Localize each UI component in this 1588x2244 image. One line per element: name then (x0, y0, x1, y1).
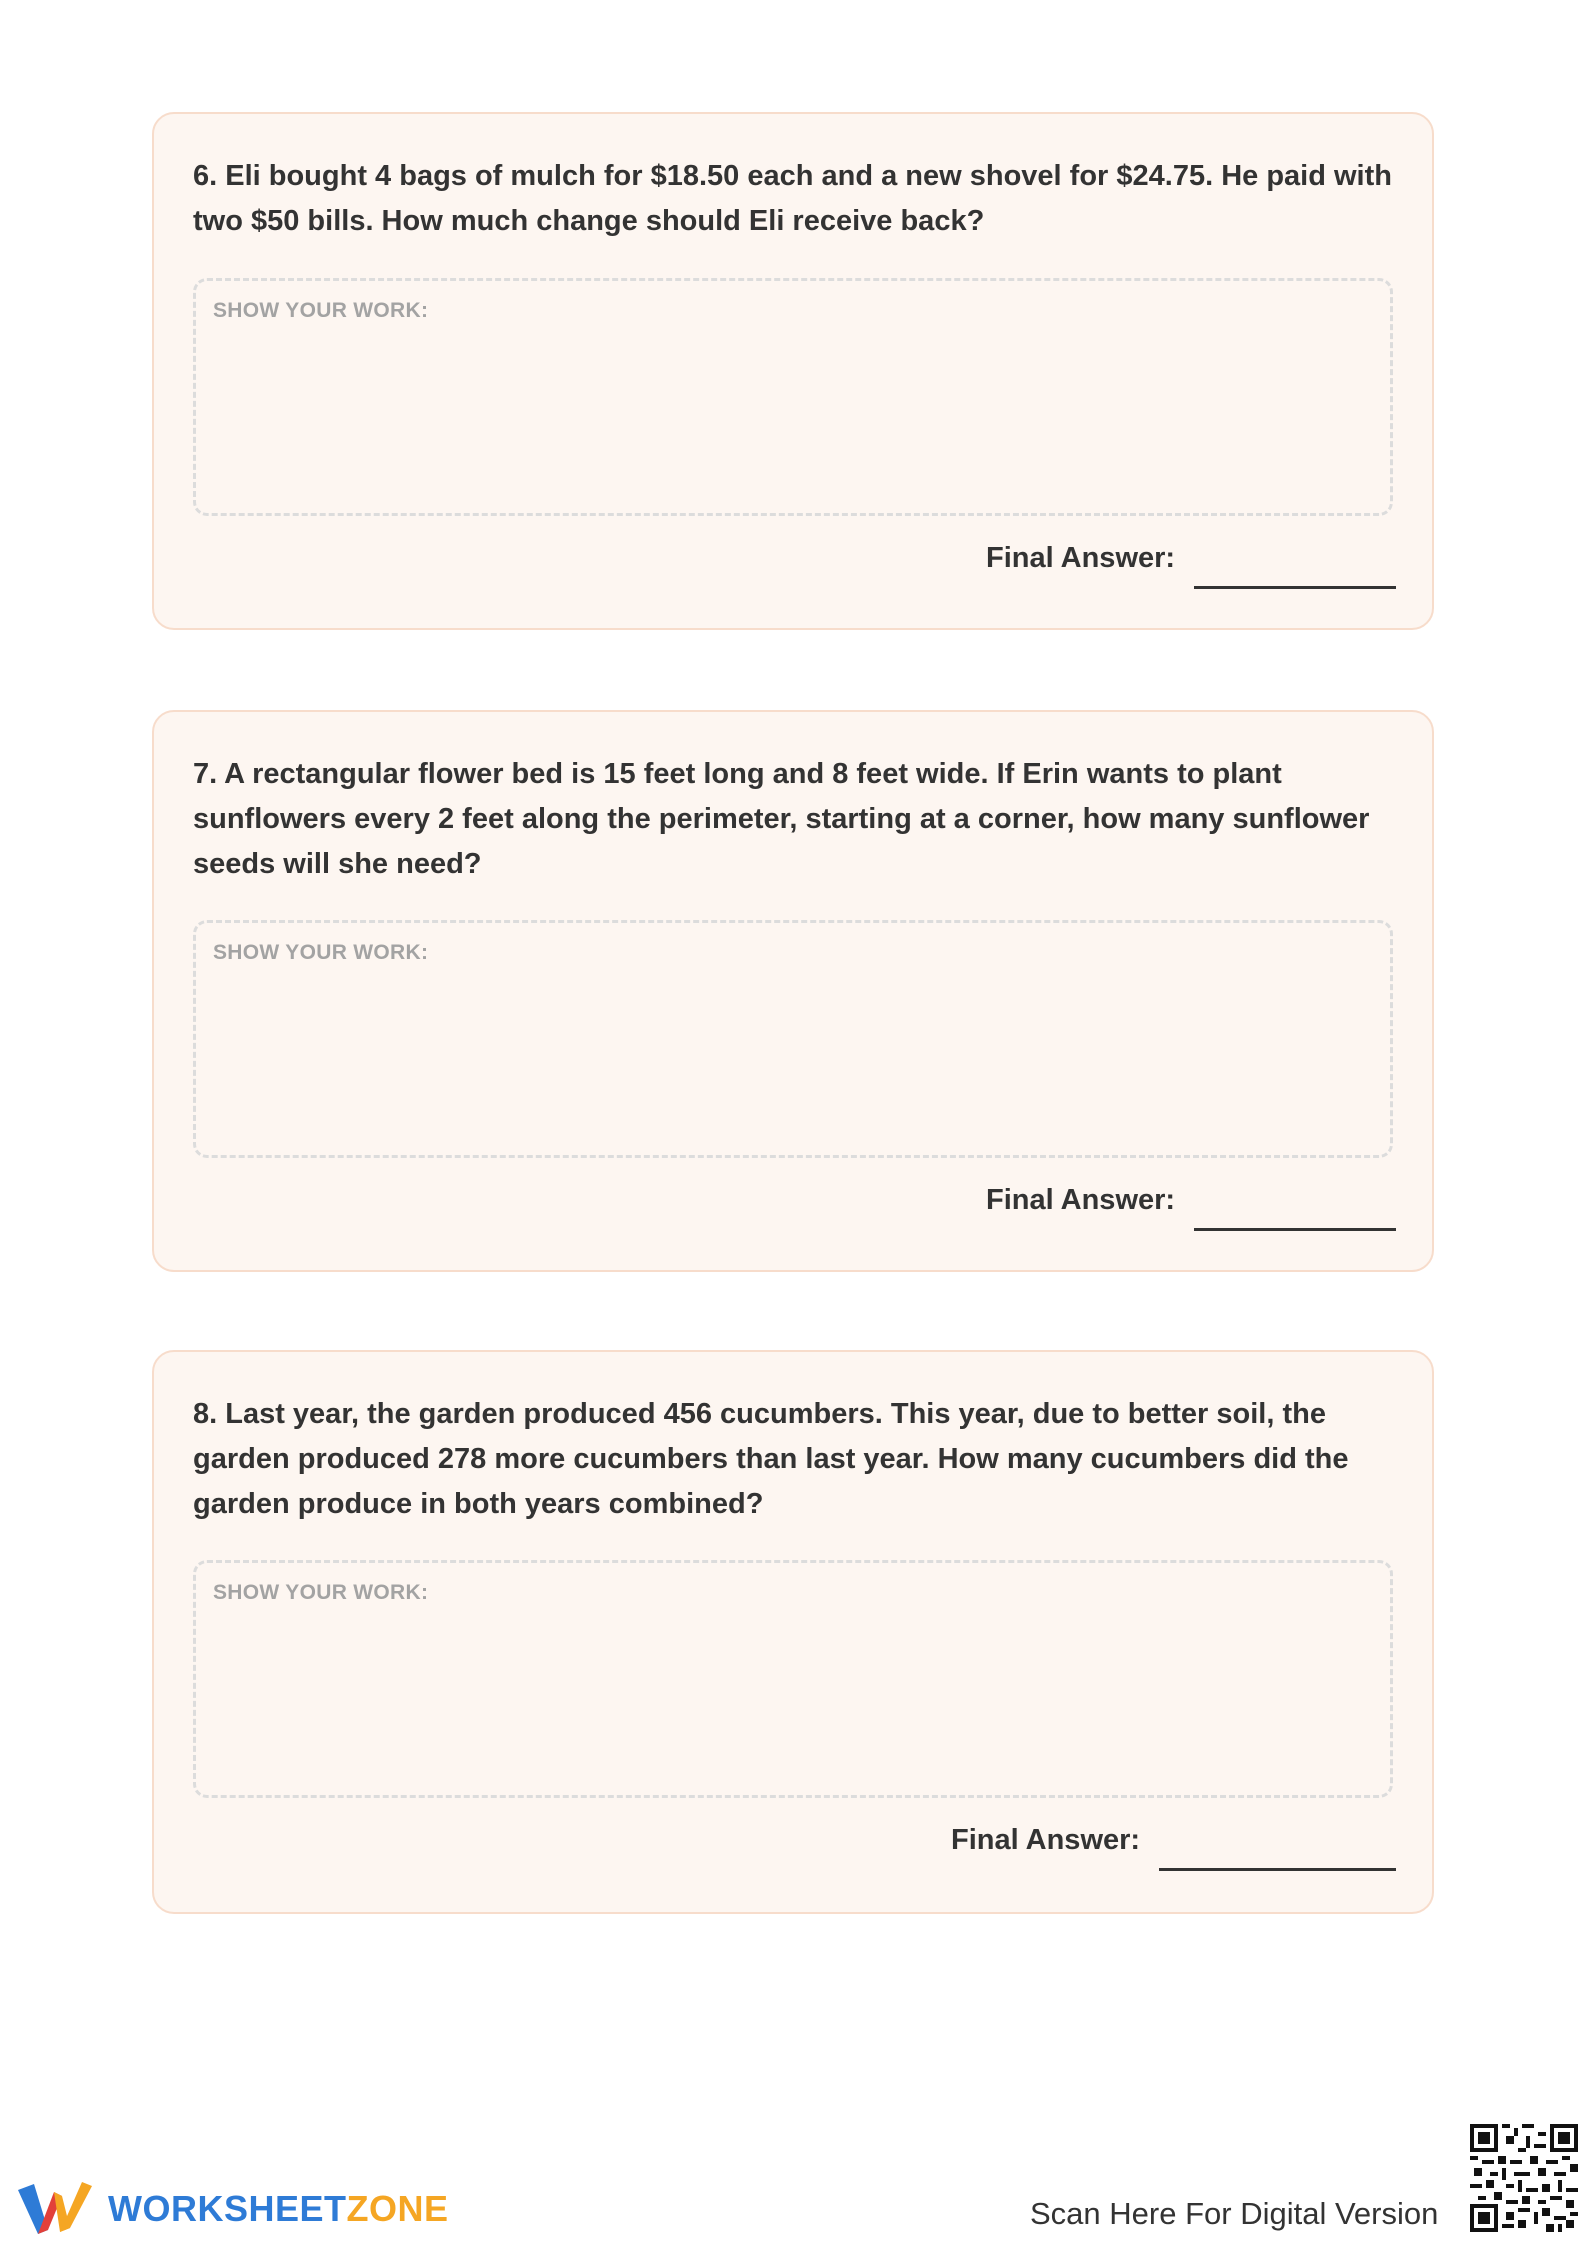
work-area-8[interactable] (193, 1560, 1393, 1798)
work-label-6: SHOW YOUR WORK: (213, 299, 429, 322)
final-answer-label-8: Final Answer: (951, 1824, 1141, 1856)
brand-name (108, 2188, 449, 2230)
question-card-8 (152, 1350, 1434, 1914)
question-text-6: 6. Eli bought 4 bags of mulch for $18.50 each and a new shovel for $24.75. He paid with two $50 bills. How much change should Eli receive back? (193, 160, 1392, 237)
question-card-6 (152, 112, 1434, 630)
work-area-6[interactable] (193, 278, 1393, 516)
final-answer-line-6[interactable] (1194, 586, 1396, 589)
final-answer-label-7: Final Answer: (986, 1184, 1176, 1216)
work-label-7: SHOW YOUR WORK: (213, 941, 429, 964)
final-answer-label-6: Final Answer: (986, 542, 1176, 574)
qr-code-icon[interactable] (1470, 2124, 1578, 2232)
final-answer-line-7[interactable] (1194, 1228, 1396, 1231)
scan-instruction: Scan Here For Digital Version (1030, 2196, 1439, 2231)
worksheetzone-logo-icon (18, 2180, 114, 2236)
brand-name-part1: WORKSHEET (108, 2188, 347, 2229)
work-label-8: SHOW YOUR WORK: (213, 1581, 429, 1604)
question-card-7 (152, 710, 1434, 1272)
question-text-8: 8. Last year, the garden produced 456 cucumbers. This year, due to better soil, the garden produced 278 more cucumbers than last year. How many cucumbers did the garden produce in both years combined? (193, 1398, 1349, 1520)
question-text-7: 7. A rectangular flower bed is 15 feet long and 8 feet wide. If Erin wants to plant sunflowers every 2 feet along the perimeter, starting at a corner, how many sunflower seeds will she need? (193, 758, 1370, 880)
final-answer-line-8[interactable] (1159, 1868, 1396, 1871)
brand-name-part2: ZONE (346, 2188, 449, 2229)
work-area-7[interactable] (193, 920, 1393, 1158)
